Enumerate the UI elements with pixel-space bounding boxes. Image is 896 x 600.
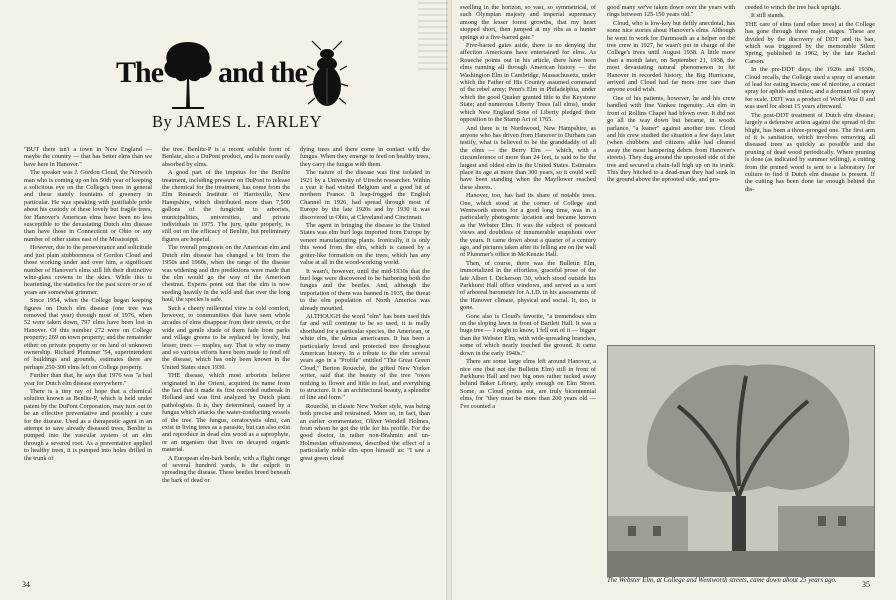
paragraph: Since 1954, when the College began keeping figures on Dutch elm disease (one tree was removed that year) through most of 1976, when 52 were taken down, 797 elms have been lost in Hanover. Of this number 272 were on College property; 269 on town property; and the remainder either on private property or on land of unknown ownership. Richard Plummer '54, superintendent of buildings and grounds, estimates there are perhaps 250-300 elms left on College property. — [24, 297, 152, 371]
photo-caption: The Webster Elm, at College and Wentworth streets, came down about 25 years ago. — [607, 577, 837, 584]
paragraph: There are some large elms left around Hanover, a nice one (but not the Bulletin Elm) still in front of Parkhurst Hall and two big ones rather tucked away behind Baker Library, aptly enough on Elm Street. Some, as Cloud points out, are truly bicentennial elms, for "they must be more than 200 years old — I've counted a — [460, 358, 596, 410]
article-title — [110, 38, 360, 110]
paragraph: Cloud, who is low-key but deftly anecdotal, has some nice stories about Hanover's elms. Although he went to work for Dartmouth as a helper on the tree crew in 1927, he wasn't put in charge of the College's trees until August 1938. A little more than a month later, on September 21, 1938, the most devastating natural phenomenon to hit Hanover in recorded history, the Big Hurricane, arrived and Cloud had far more tree care than anyone could wish. — [607, 19, 735, 94]
paragraph: the tree. Benlite-P is a recent soluble form of Benlate, also a DuPont product, and is more easily absorbed by elms. — [162, 146, 290, 168]
elm-photo-illustration — [608, 346, 874, 576]
beetle-icon — [306, 40, 348, 110]
paragraph: However, due to the perseverance and solicitude and just plain stubbornness of Gordon Cloud and those working under and over him, a significant number of Hanover's elms still lift their distinctive wine-glass crowns to the skies. While this is heartening, the statistics for the past score or so of years are somewhat grimmer. — [24, 244, 152, 296]
paragraph: It wasn't, however, until the mid-1930s that the burl logs were discovered to be harboring both the fungus and the beetles. And, although the importation of them was banned in 1935, the threat to the elm population of North America was already mounted. — [300, 267, 430, 312]
paragraph: Further than that, he says that 1976 was "a bad year for Dutch elm disease everywhere." — [24, 372, 152, 387]
paragraph: The speaker was J. Gordon Cloud, the Norwich man who is coming up on his 50th year of keeping a solicitous eye on the College's trees in general and these stately fountains of greenery in particular. He was speaking with justifiable pride about his custody of these lovely but fragile trees, for Hanover's American elms have been no less susceptible to the devastating Dutch elm disease than have those in Connecticut or Ohio or any number of other states east of the Mississippi. — [24, 169, 152, 243]
paragraph: And there is in Northwood, New Hampshire, as anyone who has driven from Hanover to Durham can testify, what is believed to be the granddaddy of all the elms — the Berry Elm — which, with a circumference of more than 24 feet, is said to be the largest and oldest elm in the United States. Estimates place its age at more than 300 years, so it could well have been standing when the Mayflower reached these shores. — [460, 124, 596, 191]
paragraph: THE care of elms (and other trees) at the College has gone through three major stages. These are divided by the discovery of DDT and its ban, which was triggered by the memorable Silent Spring, published in 1962, by the late Rachel Carson. — [745, 20, 875, 65]
paragraph: Then, of course, there was the Bulletin Elm, immortalized in the effortless, graceful prose of the late Albert I. Dickerson '30, which stood outside his Parkhurst Hall office windows, and served as a sort of arboreal barometer for A.I.D. in his assessments of the Hanover climate, physical and social. It, too, is gone. — [460, 259, 596, 312]
title-word-left: The — [116, 56, 164, 89]
paragraph: The post-DDT treatment of Dutch elm disease, largely a defensive action against the spread of the blight, has been a three-pronged one. The first arm of it is sanitation, which involves removing all diseased trees as quickly as possible and the pruning of dead wood periodically. Where pruning is done (as indicated by summer wilting), a cutting from the pruned wood is sent to a laboratory for culture to find if Dutch elm disease is present. If the cutting has been done far enough behind the dis- — [745, 111, 875, 193]
paragraph: "BUT there isn't a town in New England — maybe the country — that has better elms than we have here in Hanover." — [24, 146, 152, 168]
page-gutter — [446, 0, 452, 600]
column-5 — [607, 4, 735, 340]
byline: By JAMES L. FARLEY — [152, 112, 323, 131]
paragraph: dying trees and there come in contact with the fungus. When they emerge to feed on healthy trees, they carry the fungus with them. — [300, 146, 430, 168]
paragraph: A European elm-bark beetle, with a flight range of several hundred yards, is the culprit in spreading the disease. These beetles breed beneath the bark of dead or — [162, 454, 290, 484]
paragraph: A good part of the impetus for the Benlite treatment, including pressure on DuPont to release the chemical for the treatment, has come from the Elm Research Institute of Harrisville, New Hampshire, which distributed more than 7,500 gallons of the fungicide to arborists, municipalities, universities, and private individuals in 1975. The jury, quite properly, is still out on the efficacy of Benlite, but preliminary figures are hopeful. — [162, 169, 290, 243]
paragraph: Roueché, in classic New Yorker style, was being both precise and restrained. More so, in fact, than an earlier commentator, Oliver Wendell Holmes, from whom he got the title for his profile. For the good doctor, in rather non-Brahmin and un-Holmesian effusiveness, described the effect of a particularly noble elm upon himself as: "I saw a great green cloud — [300, 402, 430, 462]
paragraph: In the pre-DDT days, the 1920s and 1930s, Cloud recalls, the College used a spray of arsenate of lead for eating insects; one of nicotine, a contact spray for aphids and mites; and a dormant oil spray for scale. DDT was a product of World War II and was used for about 15 years afterward. — [745, 66, 875, 111]
page-number-left: 34 — [22, 580, 30, 589]
paragraph: Five-barred gates aside, there is no denying the affection Americans have entertained for elms. As Roueché points out in his article, there have been elms running all through American history — the Washington Elm in Cambridge, Massachusetts, under which the Father of His Country assumed command of the rebel army; Penn's Elm in Philadelphia, under which the good Quaker granted title to the Keystone State; and numerous Liberty Trees (all elms), under which New England Sons of Liberty pledged their opposition to the Stamp Act of 1765. — [460, 42, 596, 124]
paragraph: The agent in bringing the disease to the United States was elm burl logs imported from Europe by veneer manufacturing plants. Ironically, it is only this wood from the elm, which is caused by a goiter-like formation on the trees, which has any value at all in the wood-working world. — [300, 222, 430, 267]
column-4 — [460, 4, 596, 574]
paragraph: Hanover, too, has had its share of notable trees. One, which stood at the corner of College and Wentworth streets for a good long time, was in a particularly photogenic location and became known as the Webster Elm. It was the subject of postcard views and doubtless of innumerable snapshots over the years. It came down about a quarter of a century ago, and pictures taken after its felling are on the wall of Plummer's office in McKenzie Hall. — [460, 192, 596, 259]
paragraph: One of his patients, however, he and his crew handled with fine Yankee ingenuity. An elm in front of Rollins Chapel had blown over. It did not go all the way down but became, in woods parlance, "a leaner" against another tree. Cloud and his crew studied the situation a few days later (when chubbers and citizens alike had cleared away the most hampering debris from Hanover's streets). They dug around the uprooted side of the tree and secured a chain-fall high up on its trunk. This they hitched to a dead-man they had sunk in the ground above the uprooted side, and pro- — [607, 94, 735, 184]
webster-elm-photo — [607, 345, 875, 577]
column-6 — [745, 4, 875, 340]
column-2 — [162, 146, 290, 576]
show-through-text — [418, 0, 448, 70]
page-number-right: 35 — [862, 580, 870, 589]
paragraph: Gone also is Cloud's favorite, "a tremendous elm on the sloping lawn in front of Bartlett Hall. It was a huge tree — I ought to know, I fell out of it — bigger than the Webster Elm, with wide-spreading branches, some of which nearly touched the ground. It came down in the early 1940s." — [460, 312, 596, 357]
paragraph: good many we've taken down over the years with rings between 125-150 years old." — [607, 4, 735, 19]
title-word-right: and the — [218, 56, 307, 89]
paragraph: It still stands. — [751, 12, 785, 20]
paragraph: THE disease, which most arborists believe originated in the Orient, acquired its name from the fact that it made its first recorded outbreak in Holland and was first analyzed by Dutch plant pathologists. It is, they determined, caused by a fungus which attacks the water-conducting vessels of the tree. The fungus, ceratocystis ulmi, can exist in living trees as a parasite, but can also exist and reproduce in dead elm wood as a saprophyte, or an organism that lives on decayed organic material. — [162, 372, 290, 454]
paragraph: The nature of the disease was first isolated in 1921 by a University of Utrecht researcher. Within a year it had visited Belgium and a good bit of northern France. It leap-frogged the English Channel in 1926, had spread through most of Europe by the late 1920s and by 1930 it was discovered in Ohio, at Cleveland and Cincinnati. — [300, 169, 430, 221]
elm-tree-icon — [162, 38, 214, 110]
paragraph: There is a tiny ray of hope that a chemical solution known as Benlite-P, which is held under patent by the DuPont Corporation, may turn out to be an effective preventative and possibly a cure for the disease. Used as a therapeutic agent in an attempt to save already diseased trees, Benlite is pumped into the vascular system of an elm through a severed root. As a preventative applied to healthy trees, it is pumped into holes drilled in the trunk of — [24, 388, 152, 462]
paragraph: ceeded to winch the tree back upright. — [745, 4, 841, 11]
paragraph: The overall prognosis on the American elm and Dutch elm disease has changed a bit from the 1950s and 1960s, when the range of the disease was widening and dire predictions were made that the elm would go the way of the American chestnut. Experts point out that the elm is now seeding heavily in the wild and that over the long haul, the species is safe. — [162, 244, 290, 304]
column-3 — [300, 146, 430, 576]
column-1 — [24, 146, 152, 576]
paragraph: swelling in the horizon, so vast, so symmetrical, of such Olympian majesty and imperial supremacy among the lesser forest growths, that my heart stopped short, then jumped at my ribs as a hunter springs at a five-barred gate." — [460, 4, 596, 41]
paragraph: ALTHOUGH the word "elm" has been used this far and will continue to be so used, it is really shorthand for a particular species, the American, or white elm, the ulmus americanus. It has been a particularly loved and protected tree throughout American history. In a tribute to the elm several years ago in a "Profile" entitled "The Great Green Cloud," Berton Roueché, the gifted New Yorker writer, said that the beauty of the tree "owes nothing to flower and little to leaf, and everything to structure. It is an architectural beauty, a splendor of line and form." — [300, 312, 430, 402]
paragraph: Such a cheery millennial view is cold comfort, however, to communities that have seen whole arcades of elms disappear from their streets, or the wide and gentle shade of them fade from parks and village greens to be replaced by lovely, but lesser, trees — maples, say. That is why so many and so various efforts have been made to fend off the disease, which has only been known in the United States since 1930. — [162, 304, 290, 371]
